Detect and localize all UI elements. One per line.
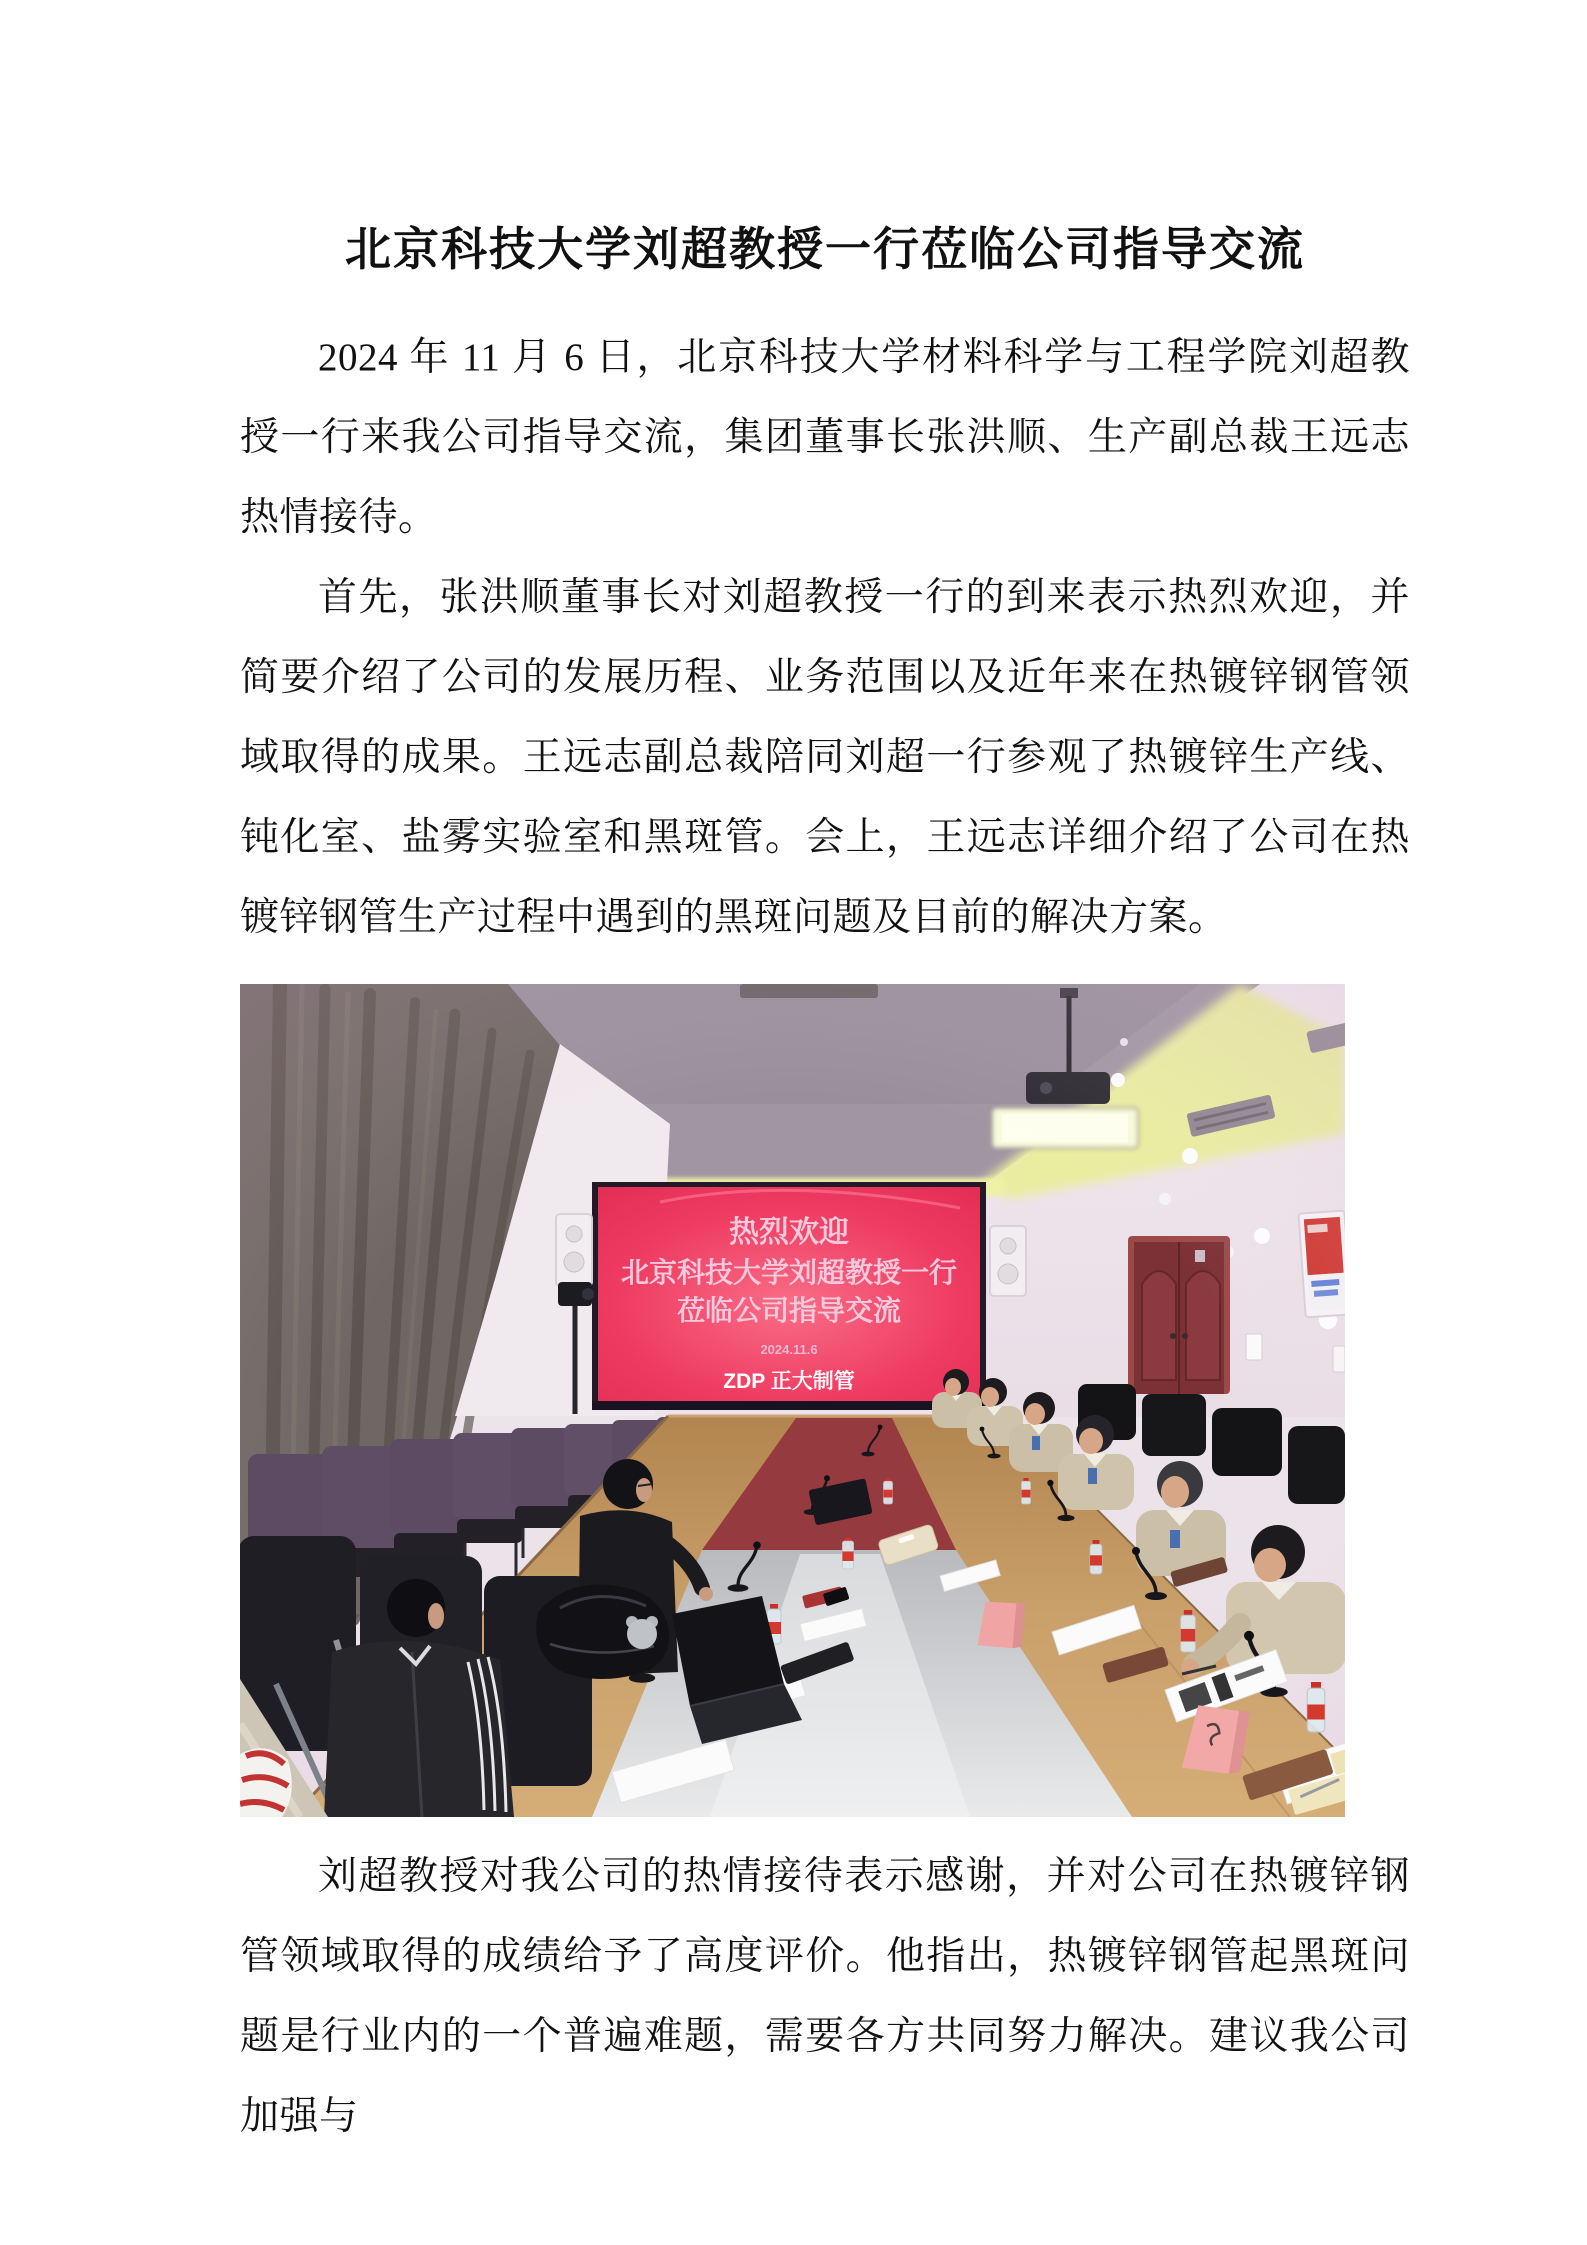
water-bottle (883, 1478, 892, 1504)
screen-guest-line: 北京科技大学刘超教授一行 (620, 1257, 958, 1288)
water-bottle (1181, 1610, 1196, 1652)
wall-speaker-right (990, 1226, 1026, 1296)
meeting-photo (240, 984, 1345, 1817)
page-title: 北京科技大学刘超教授一行莅临公司指导交流 (345, 224, 1305, 275)
document-page (240, 208, 1410, 2157)
paragraph-3: 刘超教授对我公司的热情接待表示感谢，并对公司在热镀锌钢管领域取得的成绩给予了高度评价。他指出，热镀锌钢管起黑斑问题是行业内的一个普遍难题，需要各方共同努力解决。建议我公司加强与 (240, 1855, 1410, 2138)
screen-date: 2024.11.6 (760, 1342, 818, 1357)
screen-visit-line: 莅临公司指导交流 (676, 1295, 902, 1326)
company-logo: ZDP 正大制管 (723, 1370, 855, 1393)
water-bottle (1021, 1478, 1030, 1504)
led-screen (592, 1182, 986, 1410)
wall-speaker-left (556, 1214, 592, 1286)
striped-bag (240, 1748, 292, 1817)
paragraph-2: 首先，张洪顺董事长对刘超教授一行的到来表示热烈欢迎，并简要介绍了公司的发展历程、业务范围以及近年来在热镀锌钢管领域取得的成果。王远志副总裁陪同刘超一行参观了热镀锌生产线、钝化室、盐雾实验室和黑斑管。会上，王远志详细介绍了公司在热镀锌钢管生产过程中遇到的黑斑问题及目前的解决方案。 (240, 576, 1410, 939)
meeting-room-illustration (240, 984, 1345, 1817)
screen-welcome-line: 热烈欢迎 (729, 1216, 849, 1249)
paragraph-1: 2024 年 11 月 6 日，北京科技大学材料科学与工程学院刘超教授一行来我公司指导交流，集团董事长张洪顺、生产副总裁王远志热情接待。 (240, 336, 1410, 539)
water-bottle (842, 1537, 853, 1569)
water-bottle (1090, 1540, 1102, 1574)
water-bottle (1307, 1682, 1325, 1732)
